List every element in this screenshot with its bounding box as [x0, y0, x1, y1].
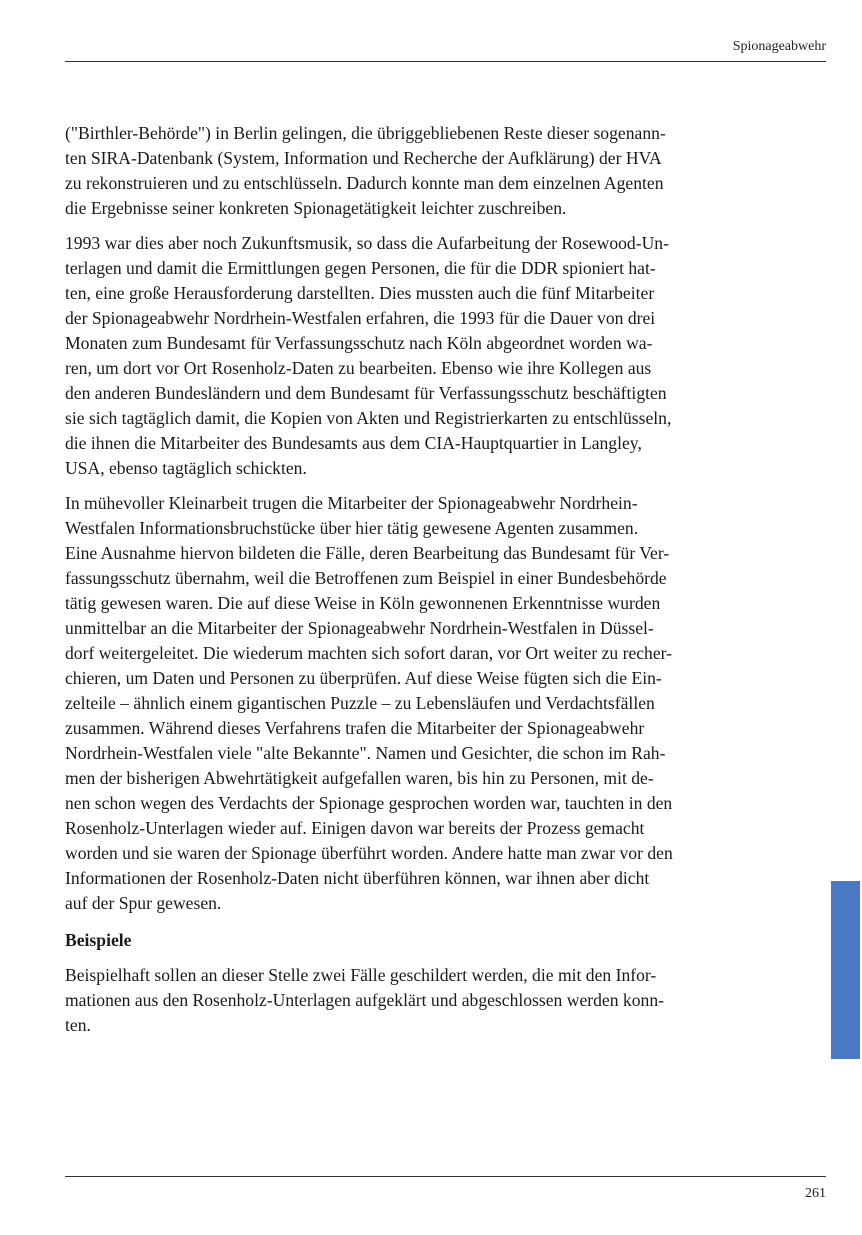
footer-rule — [65, 1176, 826, 1177]
chapter-thumb-tab — [831, 881, 860, 1059]
header-rule — [65, 61, 826, 62]
running-header-title: Spionageabwehr — [732, 39, 826, 54]
section-paragraph: Beispielhaft sollen an dieser Stelle zwei Fälle geschildert werden, die mit den Infor- mationen aus den Rosenholz-Unterlagen aufgeklärt und abgeschlossen werden konn- ten. — [65, 965, 664, 1035]
paragraph-3: In mühevoller Kleinarbeit trugen die Mitarbeiter der Spionageabwehr Nordrhein- Westfalen Informationsbruchstücke über hier tätig gewesene Agenten zusammen. Eine Ausnahme hiervon bildeten die Fälle, deren Bearbeitung das Bundesamt für Ver- fassungsschutz übernahm, weil die Betroffenen zum Beispiel in einer Bundesbehörde tätig gewesen waren. Die auf diese Weise in Köln gewonnenen Erkenntnisse wurden unmittelbar an die Mitarbeiter der Spionageabwehr Nordrhein-Westfalen in Düssel- dorf weitergeleitet. Die wiederum machten sich sofort daran, vor Ort weiter zu recher- chieren, um Daten und Personen zu überprüfen. Auf diese Weise fügten sich die Ein- zelteile – ähnlich einem gigantischen Puzzle – zu Lebensläufen und Verdachtsfällen zusammen. Während dieses Verfahrens trafen die Mitarbeiter der Spionageabwehr Nordrhein-Westfalen viele "alte Bekannte". Namen und Gesichter, die schon im Rah- men der bisherigen Abwehrtätigkeit aufgefallen waren, bis hin zu Personen, mit de- nen schon wegen des Verdachts der Spionage gesprochen worden war, tauchten in den Rosenholz-Unterlagen wieder auf. Einigen davon war bereits der Prozess gemacht worden und sie waren der Spionage überführt worden. Andere hatte man zwar vor den Informationen der Rosenholz-Daten nicht überführen können, war ihnen aber dicht auf der Spur gewesen. — [65, 493, 673, 913]
paragraph-2: 1993 war dies aber noch Zukunftsmusik, so dass die Aufarbeitung der Rosewood-Un- terlagen und damit die Ermittlungen gegen Personen, die für die DDR spioniert hat- ten, eine große Herausforderung darstellten. Dies mussten auch die fünf Mitarbeiter der Spionageabwehr Nordrhein-Westfalen erfahren, die 1993 für die Dauer von drei Monaten zum Bundesamt für Verfassungsschutz nach Köln abgeordnet worden wa- ren, um dort vor Ort Rosenholz-Daten zu bearbeiten. Ebenso wie ihre Kollegen aus den anderen Bundesländern und dem Bundesamt für Verfassungsschutz beschäftigten sie sich tagtäglich damit, die Kopien von Akten und Registrierkarten zu entschlüsseln, die ihnen die Mitarbeiter des Bundesamts aus dem CIA-Hauptquartier in Langley, USA, ebenso tagtäglich schickten. — [65, 233, 672, 478]
paragraph-1: ("Birthler-Behörde") in Berlin gelingen, die übriggebliebenen Reste dieser sogenann- ten SIRA-Datenbank (System, Information und Recherche der Aufklärung) der HVA zu rekonstruieren und zu entschlüsseln. Dadurch konnte man dem einzelnen Agenten die Ergebnisse seiner konkreten Spionagetätigkeit leichter zuschreiben. — [65, 123, 666, 218]
section-heading: Beispiele — [65, 930, 132, 950]
page-number: 261 — [805, 1186, 826, 1201]
page-body — [65, 121, 781, 1048]
